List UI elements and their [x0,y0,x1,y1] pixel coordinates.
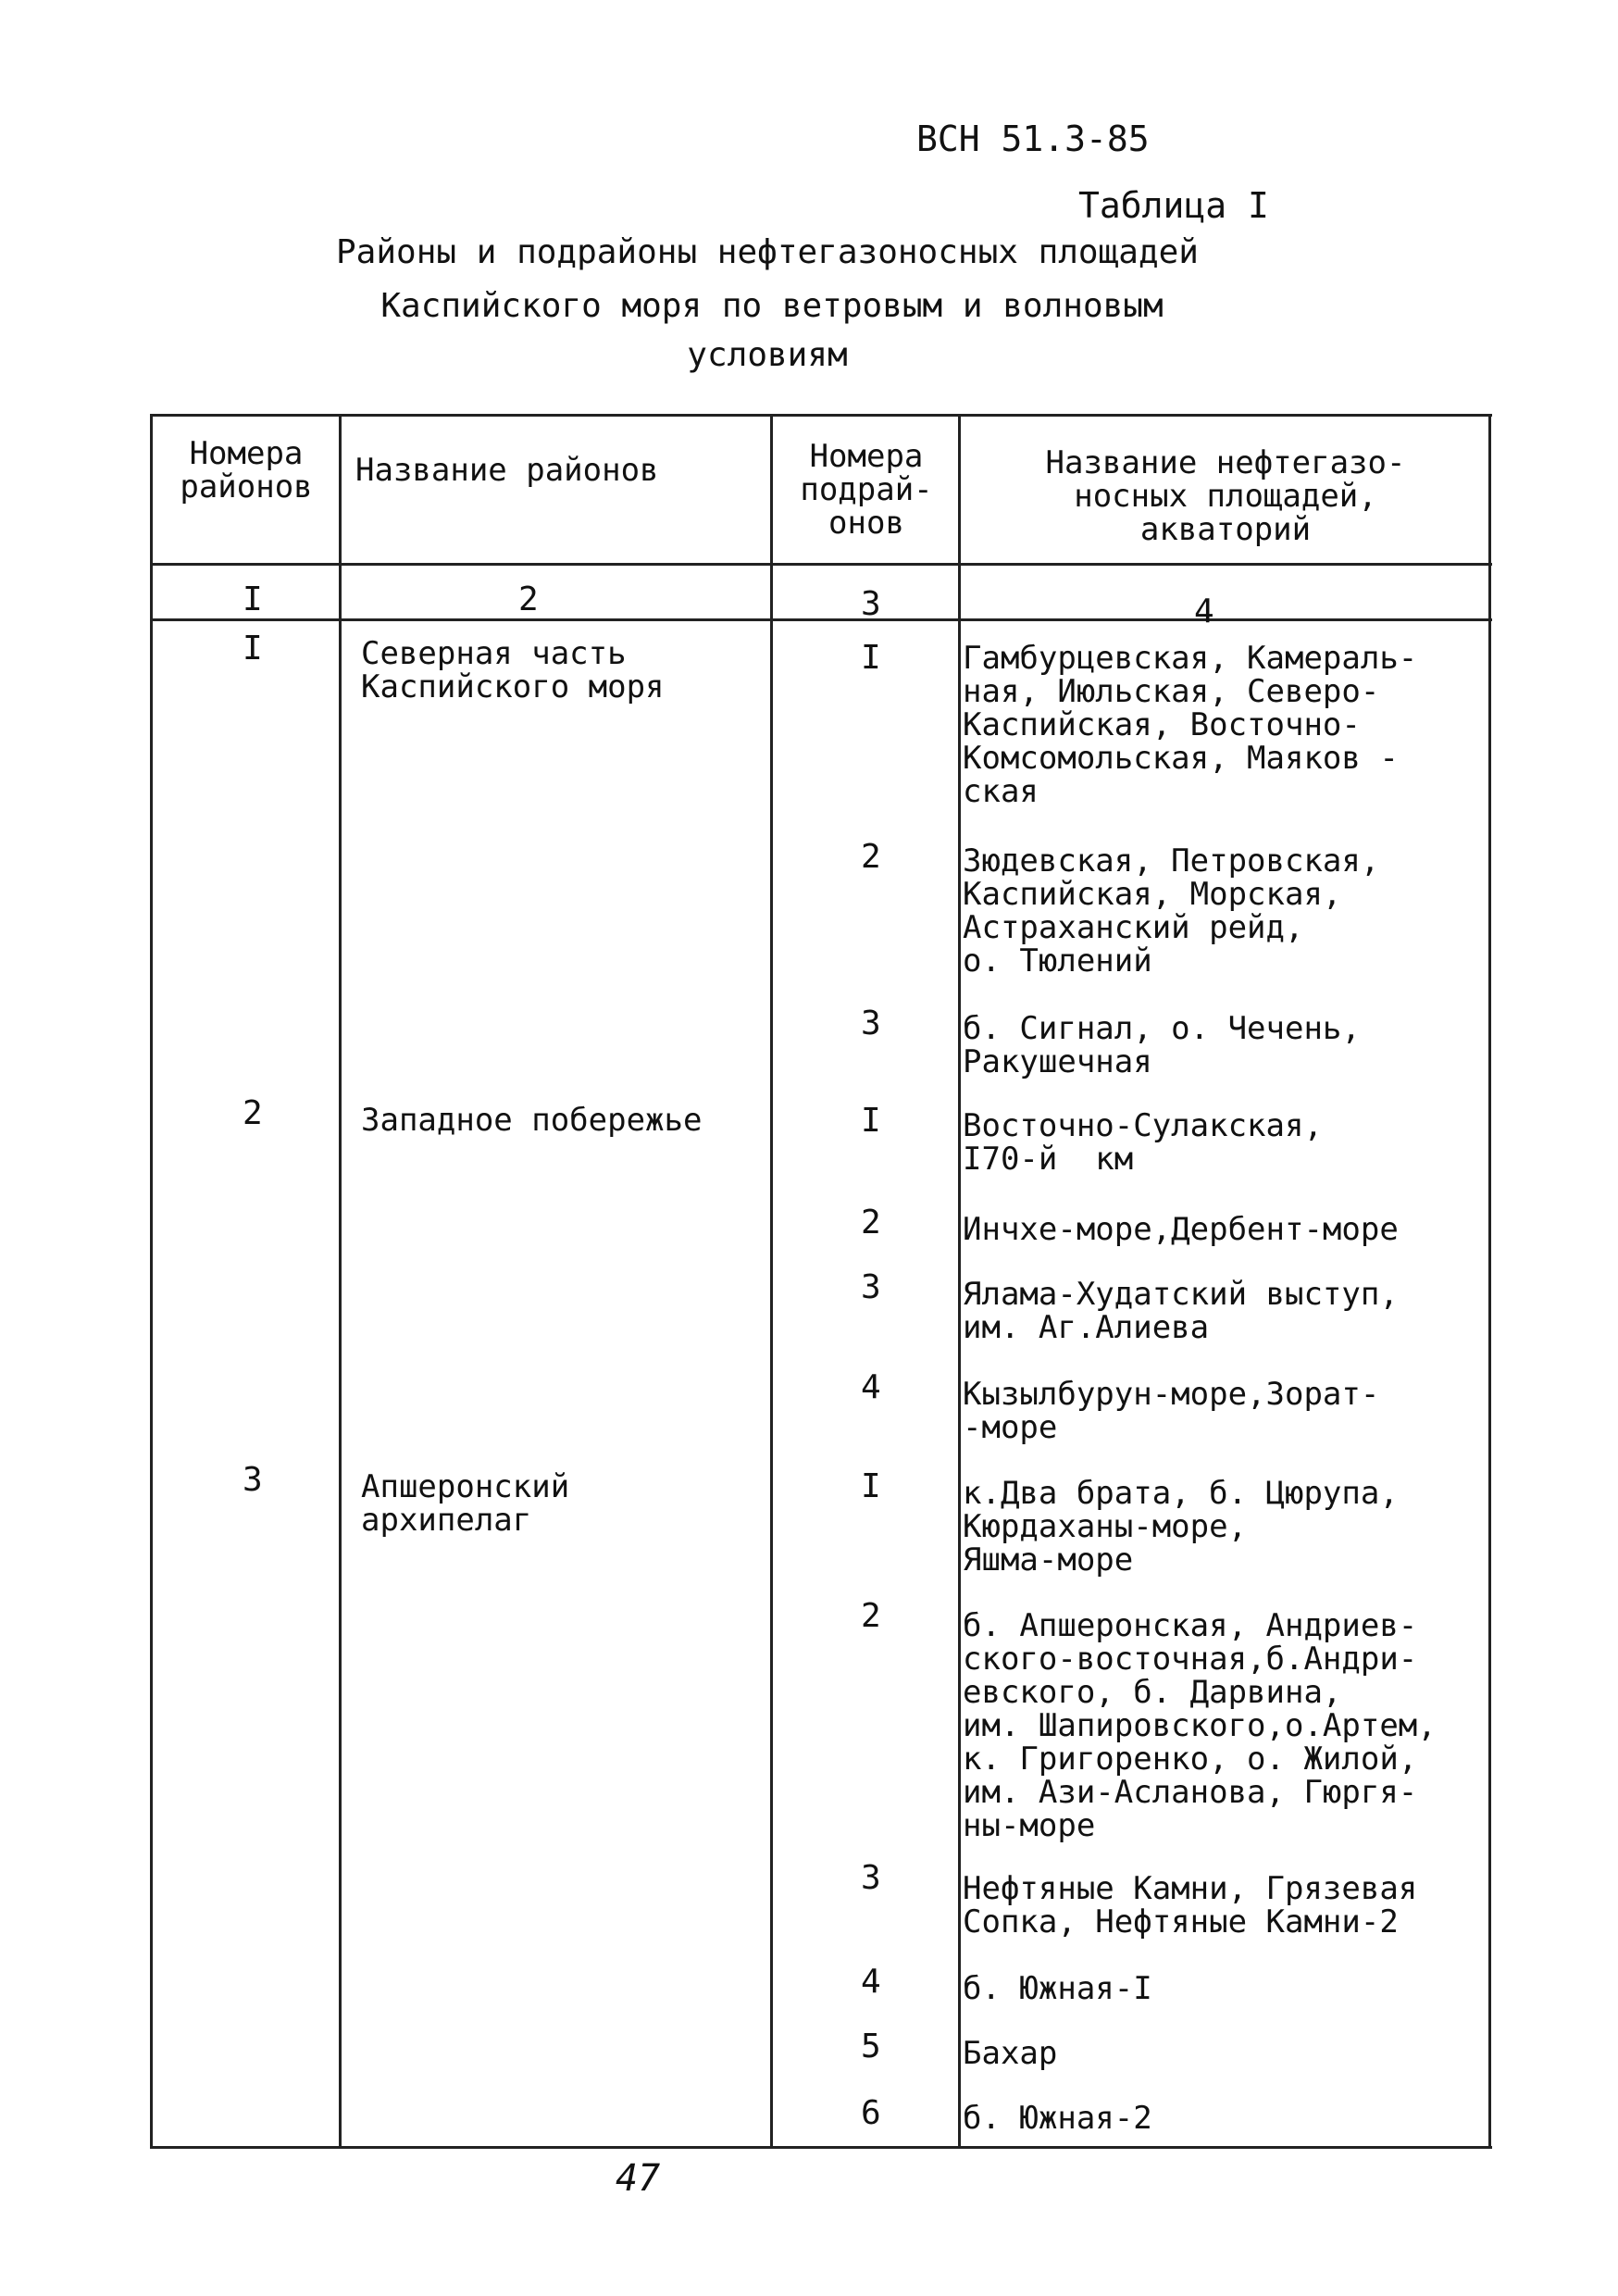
area-names: Бахар [963,2035,1058,2072]
district-number: 2 [243,1094,263,1132]
header-subdistrict-number: Номера подрай- онов [800,438,933,542]
district-number: I [243,630,263,668]
area-names: б. Южная-I [963,1970,1152,2007]
column-number-3: 3 [861,585,881,623]
page-number: 47 [616,2157,661,2200]
header-area-names: Название нефтегазо- носных площадей, акваторий [1045,444,1406,548]
subdistrict-number: 5 [861,2028,881,2065]
area-names: Восточно-Сулакская, I70-й км [963,1107,1323,1178]
table-bottom-border [150,2146,1492,2149]
table-title-line-1: Районы и подрайоны нефтегазоносных площадей [336,233,1199,271]
table-title-line-3: условиям [687,336,848,374]
column-number-1: I [243,580,263,618]
subdistrict-number: 3 [861,1004,881,1042]
table-label: Таблица I [1078,185,1269,226]
subdistrict-number: I [861,1467,881,1505]
area-names: б. Сигнал, о. Чечень, Ракушечная [963,1010,1361,1080]
table-top-border [150,414,1492,417]
column-divider-1 [339,414,342,2149]
area-names: к.Два брата, б. Цюрупа, Кюрдаханы-море, Яшма-море [963,1475,1399,1578]
subdistrict-number: 2 [861,1597,881,1635]
table-left-border [150,414,153,2149]
colnum-bottom-border [150,618,1492,621]
header-district-name: Название районов [355,452,659,489]
column-divider-2 [770,414,773,2149]
table-title-line-2: Каспийского моря по ветровым и волновым [380,287,1164,325]
subdistrict-number: 4 [861,1368,881,1406]
table-right-border [1488,414,1491,2149]
column-divider-3 [958,414,961,2149]
subdistrict-number: 3 [861,1859,881,1897]
area-names: Ялама-Худатский выступ, им. Аг.Алиева [963,1276,1399,1346]
column-number-4: 4 [1194,593,1214,630]
area-names: Зюдевская, Петровская, Каспийская, Морская, Астраханский рейд, о. Тюлений [963,842,1380,980]
subdistrict-number: 2 [861,1204,881,1242]
document-code: ВСН 51.3-85 [916,119,1150,159]
subdistrict-number: 4 [861,1963,881,2001]
subdistrict-number: I [861,639,881,677]
area-names: Кызылбурун-море,Зорат- -море [963,1376,1380,1446]
header-district-number: Номера районов [180,435,313,505]
area-names: Нефтяные Камни, Грязевая Сопка, Нефтяные Камни-2 [963,1870,1418,1940]
subdistrict-number: 2 [861,838,881,876]
subdistrict-number: I [861,1102,881,1140]
column-number-2: 2 [518,580,539,618]
header-bottom-border [150,563,1492,566]
area-names: Инчхе-море,Дербент-море [963,1211,1399,1248]
area-names: б. Апшеронская, Андриев- ского-восточная,б.Андри- евского, б. Дарвина, им. Шапировского,о.Артем, к. Григоренко, о. Жилой, им. Ази-Асланова, Гюргя- ны-море [963,1607,1437,1844]
district-number: 3 [243,1461,263,1499]
area-names: б. Южная-2 [963,2100,1152,2137]
district-name: Северная часть Каспийского моря [361,635,665,705]
area-names: Гамбурцевская, Камераль- ная, Июльская, Северо- Каспийская, Восточно- Комсомольская, Маяков - ская [963,640,1418,810]
district-name: Апшеронский архипелаг [361,1468,570,1539]
subdistrict-number: 6 [861,2094,881,2132]
subdistrict-number: 3 [861,1268,881,1306]
district-name: Западное побережье [361,1102,703,1139]
